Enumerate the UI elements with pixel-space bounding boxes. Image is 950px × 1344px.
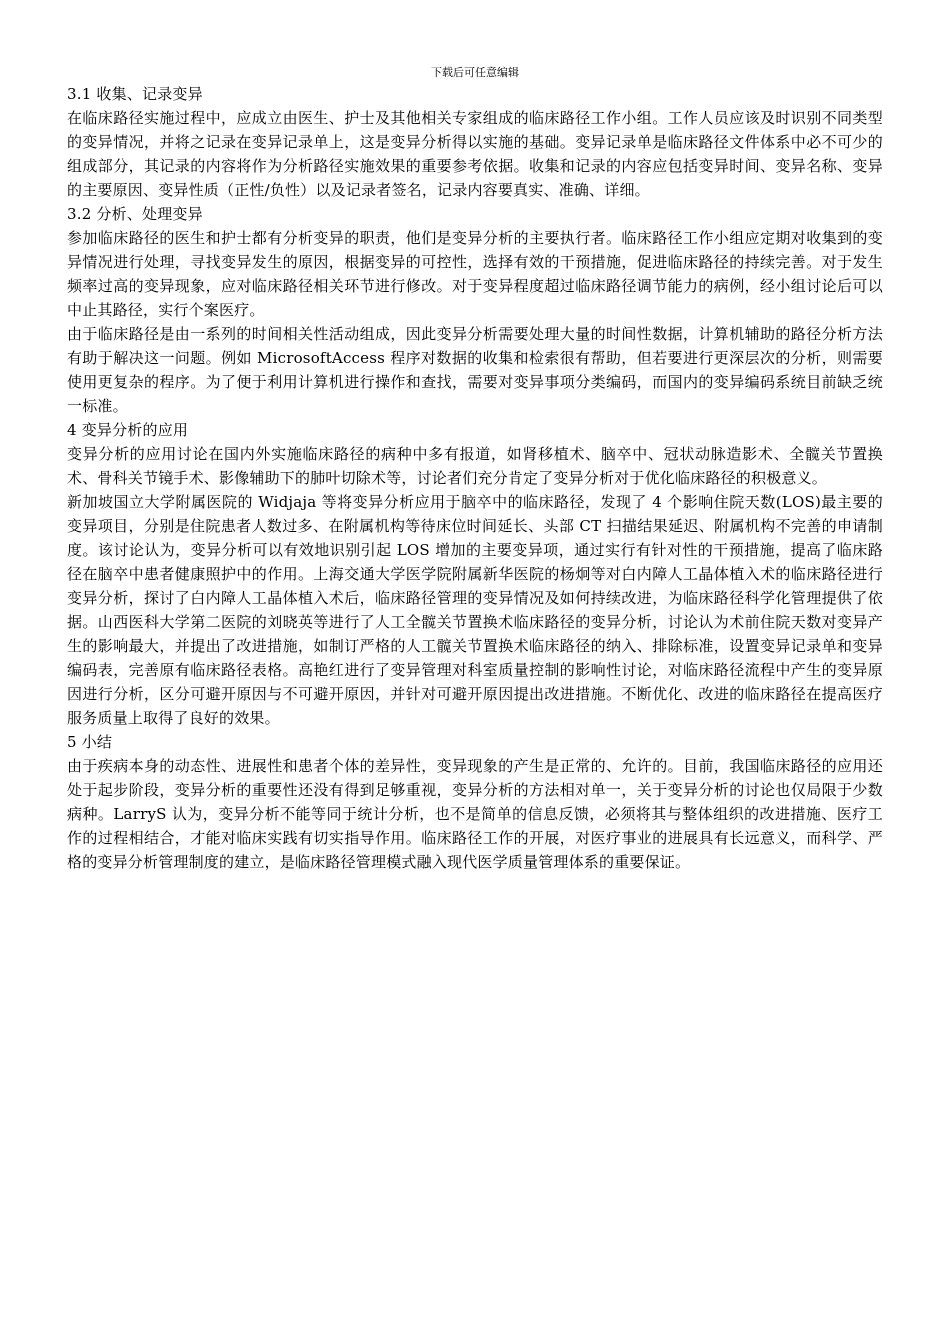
paragraph: 由于疾病本身的动态性、进展性和患者个体的差异性，变异现象的产生是正常的、允许的。目前，我国临床路径的应用还处于起步阶段，变异分析的重要性还没有得到足够重视，变异分析的方法相对单一，关于变异分析的讨论也仅局限于少数病种。LarryS 认为，变异分析不能等同于统计分析，也不是简单的信息反馈，必须将其与整体组织的改进措施、医疗工作的过程相结合，才能对临床实践有切实指导作用。临床路径工作的开展，对医疗事业的进展具有长远意义，而科学、严格的变异分析管理制度的建立，是临床路径管理模式融入现代医学质量管理体系的重要保证。 [67, 757, 883, 871]
section-heading-4: 4 变异分析的应用 [67, 421, 189, 439]
page-header-note: 下载后可任意编辑 [431, 66, 519, 79]
paragraph: 由于临床路径是由一系列的时间相关性活动组成，因此变异分析需要处理大量的时间性数据，计算机辅助的路径分析方法有助于解决这一问题。例如 MicrosoftAccess 程序对数据的收集和检索很有帮助，但若要进行更深层次的分析，则需要使用更复杂的程序。为了便于利用计算机进行操作和查找，需要对变异事项分类编码，而国内的变异编码系统目前缺乏统一标准。 [67, 325, 883, 415]
section-heading-3-1: 3.1 收集、记录变异 [67, 85, 203, 103]
paragraph: 在临床路径实施过程中，应成立由医生、护士及其他相关专家组成的临床路径工作小组。工作人员应该及时识别不同类型的变异情况，并将之记录在变异记录单上，这是变异分析得以实施的基础。变异记录单是临床路径文件体系中必不可少的组成部分，其记录的内容将作为分析路径实施效果的重要参考依据。收集和记录的内容应包括变异时间、变异名称、变异的主要原因、变异性质（正性/负性）以及记录者签名，记录内容要真实、准确、详细。 [67, 109, 883, 199]
section-heading-5: 5 小结 [67, 733, 113, 751]
document-body [67, 82, 883, 874]
paragraph: 新加坡国立大学附属医院的 Widjaja 等将变异分析应用于脑卒中的临床路径，发现了 4 个影响住院天数(LOS)最主要的变异项目，分别是住院患者人数过多、在附属机构等待床位时间延长、头部 CT 扫描结果延迟、附属机构不完善的申请制度。该讨论认为，变异分析可以有效地识别引起 LOS 增加的主要变异项，通过实行有针对性的干预措施，提高了临床路径在脑卒中患者健康照护中的作用。上海交通大学医学院附属新华医院的杨炯等对白内障人工晶体植入术的临床路径进行变异分析，探讨了白内障人工晶体植入术后，临床路径管理的变异情况及如何持续改进，为临床路径科学化管理提供了依据。山西医科大学第二医院的刘晓英等进行了人工全髋关节置换术临床路径的变异分析，讨论认为术前住院天数对变异产生的影响最大，并提出了改进措施，如制订严格的人工髋关节置换术临床路径的纳入、排除标准，设置变异记录单和变异编码表，完善原有临床路径表格。高艳红进行了变异管理对科室质量控制的影响性讨论，对临床路径流程中产生的变异原因进行分析，区分可避开原因与不可避开原因，并针对可避开原因提出改进措施。不断优化、改进的临床路径在提高医疗服务质量上取得了良好的效果。 [67, 493, 883, 727]
section-heading-3-2: 3.2 分析、处理变异 [67, 205, 203, 223]
paragraph: 变异分析的应用讨论在国内外实施临床路径的病种中多有报道，如肾移植术、脑卒中、冠状动脉造影术、全髋关节置换术、骨科关节镜手术、影像辅助下的肺叶切除术等，讨论者们充分肯定了变异分析对于优化临床路径的积极意义。 [67, 445, 883, 487]
paragraph: 参加临床路径的医生和护士都有分析变异的职责，他们是变异分析的主要执行者。临床路径工作小组应定期对收集到的变异情况进行处理，寻找变异发生的原因，根据变异的可控性，选择有效的干预措施，促进临床路径的持续完善。对于发生频率过高的变异现象，应对临床路径相关环节进行修改。对于变异程度超过临床路径调节能力的病例，经小组讨论后可以中止其路径，实行个案医疗。 [67, 229, 883, 319]
